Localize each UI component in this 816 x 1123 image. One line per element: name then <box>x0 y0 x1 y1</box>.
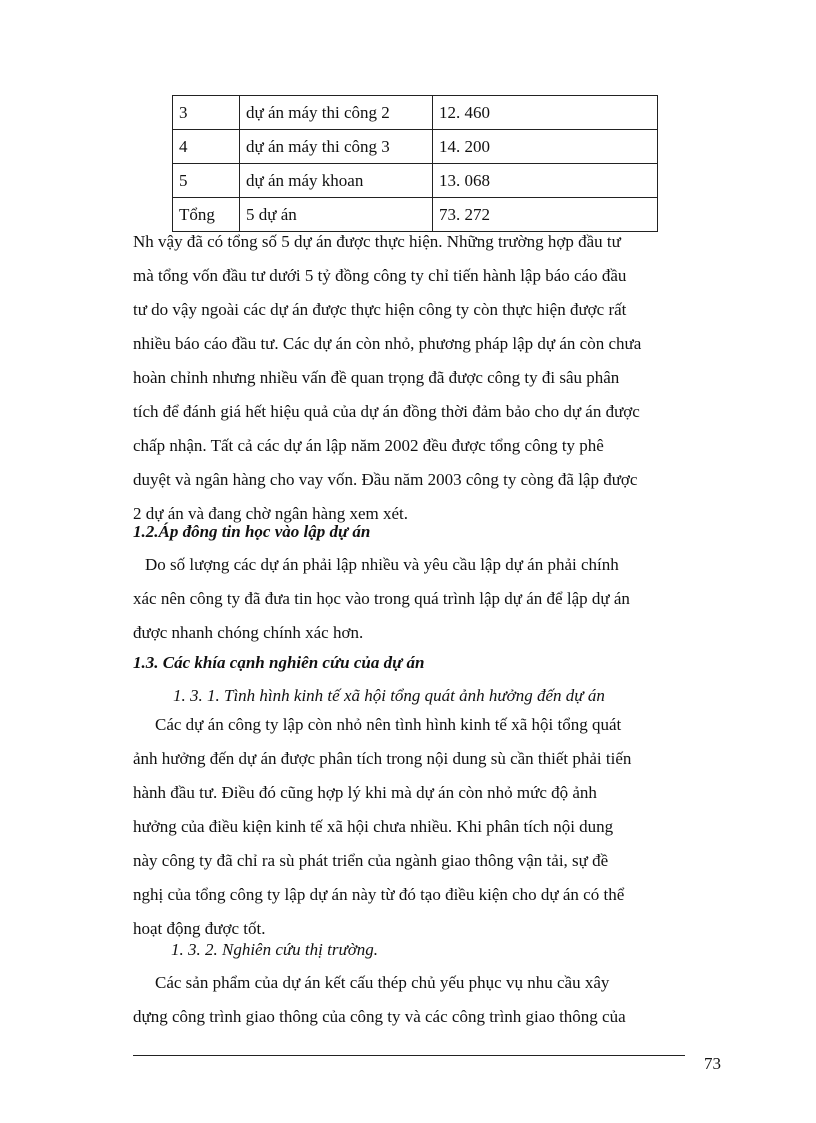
text-line: ảnh hưởng đến dự án được phân tích trong nội dung sù cần thiết phải tiến <box>133 749 632 768</box>
table-cell-name: dự án máy thi công 3 <box>240 130 433 164</box>
table-row <box>173 96 658 130</box>
table-cell-value: 73. 272 <box>433 198 658 232</box>
table-cell-no: 4 <box>173 130 240 164</box>
paragraph-economic-situation <box>133 708 707 946</box>
table-row <box>173 164 658 198</box>
text-line: dựng công trình giao thông của công ty và các công trình giao thông của <box>133 1007 626 1026</box>
footer-divider <box>133 1055 685 1056</box>
summary-table <box>172 95 658 232</box>
text-line: nghị của tổng công ty lập dự án này từ đó tạo điều kiện cho dự án có thể <box>133 885 625 904</box>
text-line: Các dự án công ty lập còn nhỏ nên tình hình kinh tế xã hội tổng quát <box>155 715 622 734</box>
text-line: tích để đánh giá hết hiệu quả của dự án đồng thời đảm bảo cho dự án được <box>133 402 640 421</box>
text-line: Do số lượng các dự án phải lập nhiều và yêu cầu lập dự án phải chính <box>145 555 619 574</box>
subsection-heading-1-3-2 <box>133 933 707 967</box>
text-line: Nh vậy đã có tổng số 5 dự án được thực hiện. Những trường hợp đầu tư <box>133 232 621 251</box>
text-line: duyệt và ngân hàng cho vay vốn. Đầu năm 2003 công ty còng đã lập được <box>133 470 638 489</box>
text-line: Các sản phẩm của dự án kết cấu thép chủ yếu phục vụ nhu cầu xây <box>155 973 610 992</box>
table-cell-no: Tổng <box>173 198 240 232</box>
text-line: xác nên công ty đã đưa tin học vào trong quá trình lập dự án để lập dự án <box>133 589 630 608</box>
section-heading-1-3: 1.3. Các khía cạnh nghiên cứu của dự án <box>133 653 425 672</box>
table-cell-value: 14. 200 <box>433 130 658 164</box>
subsection-title: 1. 3. 1. Tình hình kinh tế xã hội tổng quát ảnh hưởng đến dự án <box>173 686 605 705</box>
text-line: hành đầu tư. Điều đó cũng hợp lý khi mà dự án còn nhỏ mức độ ảnh <box>133 783 597 802</box>
text-line: chấp nhận. Tất cả các dự án lập năm 2002 đều được tổng công ty phê <box>133 436 604 455</box>
table-row <box>173 130 658 164</box>
paragraph-market-research <box>133 966 707 1034</box>
table-cell-no: 3 <box>173 96 240 130</box>
text-line: hoạt động được tốt. <box>133 919 266 938</box>
section-heading-1-2: 1.2.Áp đông tin học vào lập dự án <box>133 522 371 541</box>
text-line: nhiều báo cáo đầu tư. Các dự án còn nhỏ, phương pháp lập dự án còn chưa <box>133 334 642 353</box>
text-line: mà tổng vốn đầu tư dưới 5 tỷ đồng công ty chỉ tiến hành lập báo cáo đầu <box>133 266 627 285</box>
text-line: hoàn chỉnh nhưng nhiều vấn đề quan trọng đã được công ty đi sâu phân <box>133 368 620 387</box>
table-cell-name: dự án máy khoan <box>240 164 433 198</box>
subsection-title: 1. 3. 2. Nghiên cứu thị trường. <box>171 940 379 959</box>
page-number: 73 <box>704 1054 721 1073</box>
table-cell-value: 12. 460 <box>433 96 658 130</box>
text-line: này công ty đã chỉ ra sù phát triển của ngành giao thông vận tải, sự đề <box>133 851 609 870</box>
table-cell-value: 13. 068 <box>433 164 658 198</box>
text-line: tư do vậy ngoài các dự án được thực hiện công ty còn thực hiện được rất <box>133 300 627 319</box>
table-cell-name: dự án máy thi công 2 <box>240 96 433 130</box>
text-line: hưởng của điều kiện kinh tế xã hội chưa nhiều. Khi phân tích nội dung <box>133 817 614 836</box>
text-line: 2 dự án và đang chờ ngân hàng xem xét. <box>133 504 409 523</box>
table-cell-name: 5 dự án <box>240 198 433 232</box>
paragraph-it-application <box>133 548 707 650</box>
paragraph-project-summary <box>133 225 707 531</box>
text-line: được nhanh chóng chính xác hơn. <box>133 623 364 642</box>
table-cell-no: 5 <box>173 164 240 198</box>
